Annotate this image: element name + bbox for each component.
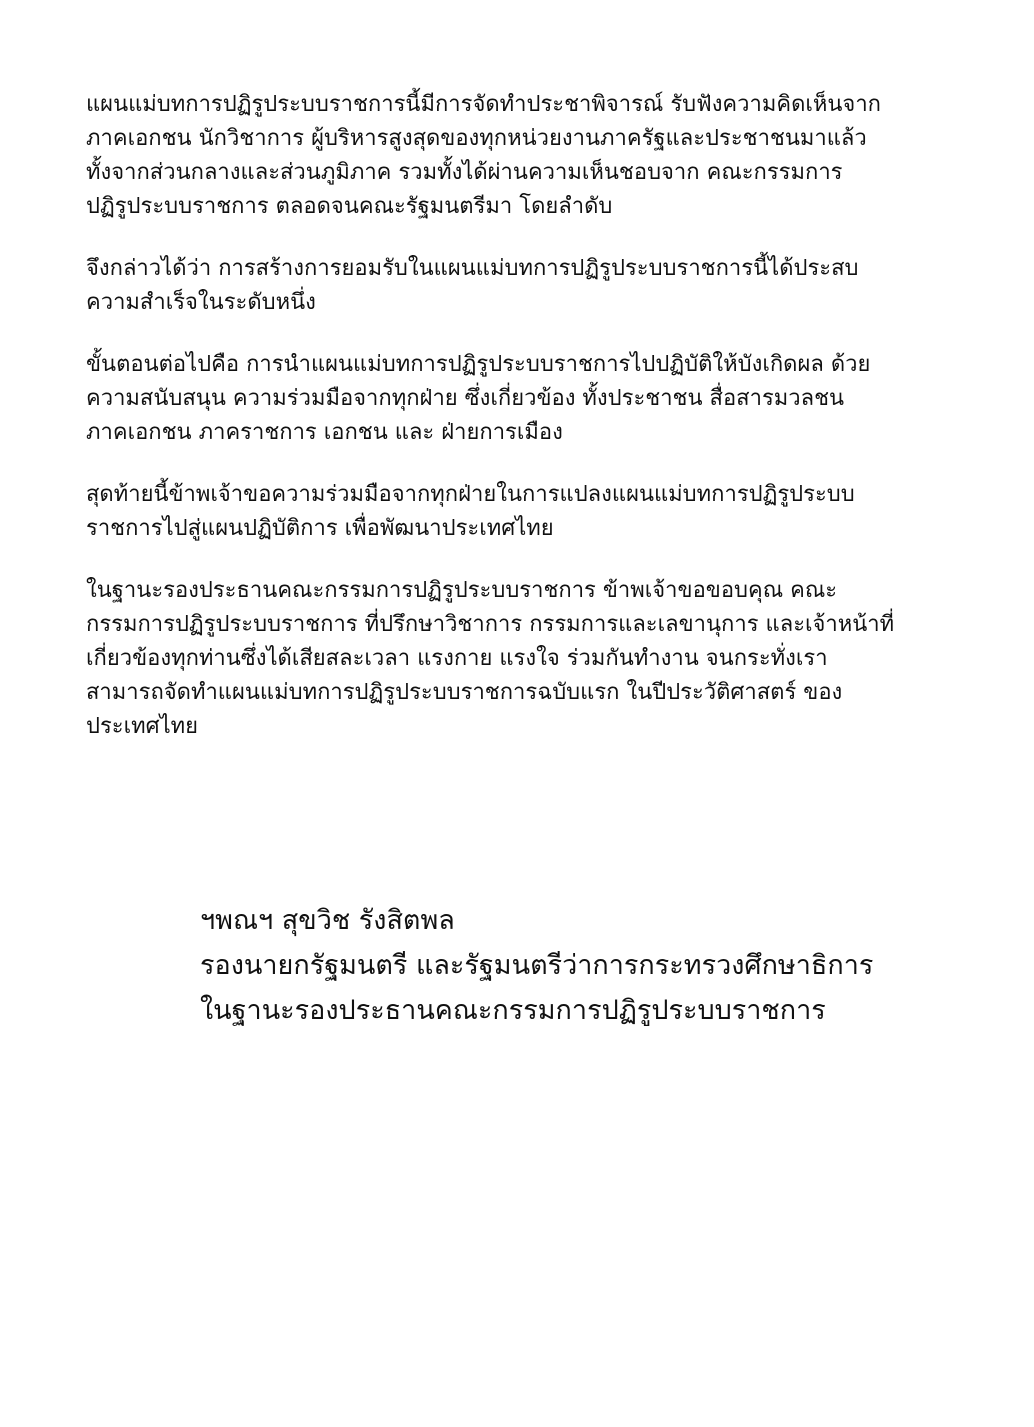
paragraph-line: สามารถจัดทำแผนแม่บทการปฏิรูประบบราชการฉบับแรก ในปีประวัติศาสตร์ ของ — [86, 680, 843, 705]
paragraph-next-steps — [86, 348, 986, 450]
paragraph-cooperation — [86, 478, 986, 546]
signatory-position: รองนายกรัฐมนตรี และรัฐมนตรีว่าการกระทรวงศึกษาธิการ — [200, 950, 874, 981]
paragraph-public-hearing — [86, 88, 986, 224]
paragraph-line: กรรมการปฏิรูประบบราชการ ที่ปรึกษาวิชาการ กรรมการและเลขานุการ และเจ้าหน้าที่ — [86, 612, 895, 637]
paragraph-line: แผนแม่บทการปฏิรูประบบราชการนี้มีการจัดทำประชาพิจารณ์ รับฟังความคิดเห็นจาก — [86, 92, 881, 117]
paragraph-thanks — [86, 574, 986, 744]
signatory-role: ในฐานะรองประธานคณะกรรมการปฏิรูประบบราชการ — [200, 995, 826, 1026]
paragraph-line: จึงกล่าวได้ว่า การสร้างการยอมรับในแผนแม่บทการปฏิรูประบบราชการนี้ได้ประสบ — [86, 256, 859, 281]
paragraph-line: ความสนับสนุน ความร่วมมือจากทุกฝ่าย ซึ่งเกี่ยวข้อง ทั้งประชาชน สื่อสารมวลชน — [86, 386, 845, 411]
document-body — [86, 88, 986, 772]
paragraph-acceptance — [86, 252, 986, 320]
signature-block — [200, 898, 1000, 1033]
paragraph-line: ความสำเร็จในระดับหนึ่ง — [86, 290, 316, 315]
paragraph-line: ภาคเอกชน นักวิชาการ ผู้บริหารสูงสุดของทุกหน่วยงานภาครัฐและประชาชนมาแล้ว — [86, 126, 867, 151]
paragraph-line: ขั้นตอนต่อไปคือ การนำแผนแม่บทการปฏิรูประบบราชการไปปฏิบัติให้บังเกิดผล ด้วย — [86, 352, 871, 377]
paragraph-line: เกี่ยวข้องทุกท่านซึ่งได้เสียสละเวลา แรงกาย แรงใจ ร่วมกันทำงาน จนกระทั่งเรา — [86, 646, 828, 671]
paragraph-line: ในฐานะรองประธานคณะกรรมการปฏิรูประบบราชการ ข้าพเจ้าขอขอบคุณ คณะ — [86, 578, 838, 603]
signatory-name: ฯพณฯ สุขวิช รังสิตพล — [200, 905, 455, 936]
paragraph-line: ประเทศไทย — [86, 714, 199, 739]
paragraph-line: ปฏิรูประบบราชการ ตลอดจนคณะรัฐมนตรีมา โดยลำดับ — [86, 194, 613, 219]
paragraph-line: ราชการไปสู่แผนปฏิบัติการ เพื่อพัฒนาประเทศไทย — [86, 516, 554, 541]
paragraph-line: สุดท้ายนี้ข้าพเจ้าขอความร่วมมือจากทุกฝ่ายในการแปลงแผนแม่บทการปฏิรูประบบ — [86, 482, 855, 507]
paragraph-line: ทั้งจากส่วนกลางและส่วนภูมิภาค รวมทั้งได้ผ่านความเห็นชอบจาก คณะกรรมการ — [86, 160, 843, 185]
paragraph-line: ภาคเอกชน ภาคราชการ เอกชน และ ฝ่ายการเมือง — [86, 420, 563, 445]
